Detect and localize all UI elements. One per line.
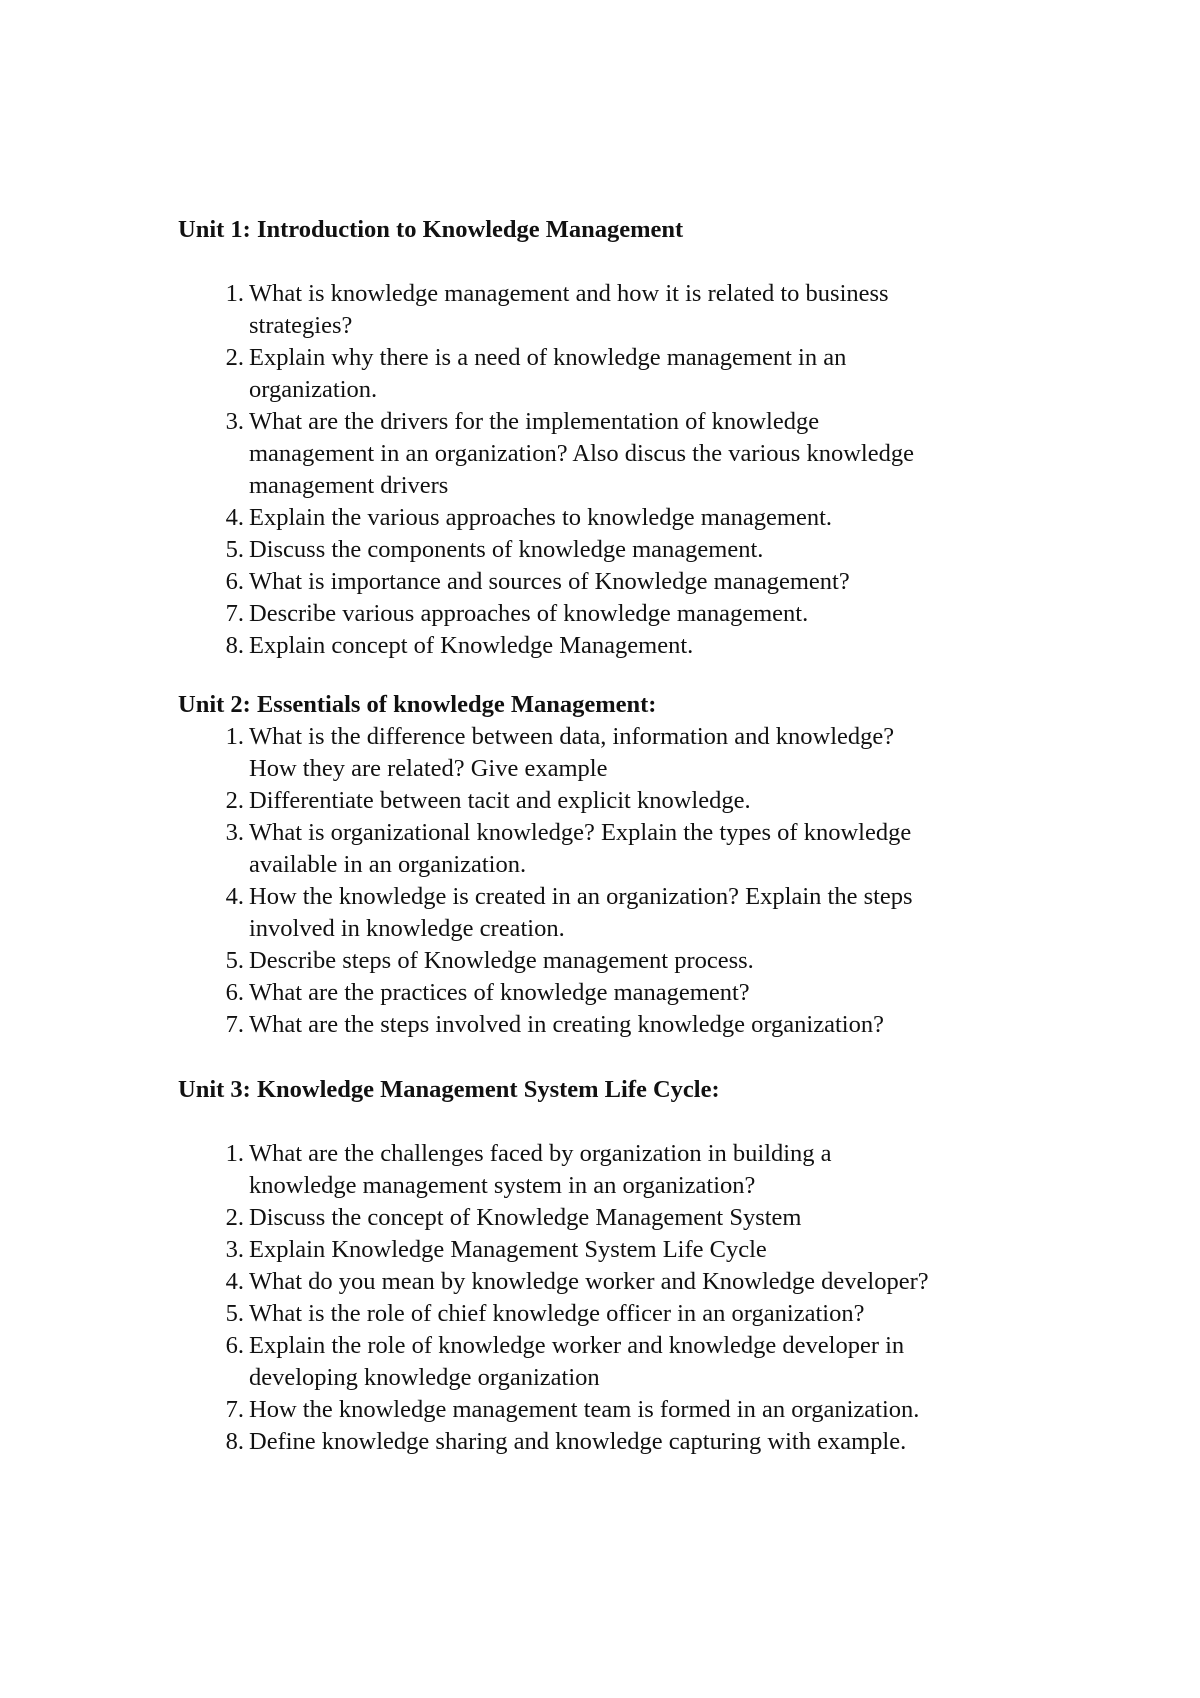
question-number: 1.: [225, 723, 244, 750]
question-text-line: What are the drivers for the implementation of knowledge: [249, 408, 820, 435]
question-text-line: Define knowledge sharing and knowledge capturing with example.: [249, 1428, 907, 1455]
question-item: [178, 945, 1078, 977]
question-text-line: Explain the various approaches to knowledge management.: [249, 504, 833, 531]
question-text: [249, 1394, 1009, 1426]
question-text-line: Explain the role of knowledge worker and knowledge developer in: [249, 1332, 905, 1359]
question-item: [178, 1298, 1078, 1330]
question-text: [249, 881, 1009, 945]
question-text-line: developing knowledge organization: [249, 1364, 600, 1391]
question-number: 7.: [225, 1396, 244, 1423]
question-text-line: Describe steps of Knowledge management process.: [249, 947, 754, 974]
question-text: [249, 598, 1009, 630]
unit-3-heading: Unit 3: Knowledge Management System Life Cycle:: [178, 1076, 720, 1103]
question-text-line: Differentiate between tacit and explicit knowledge.: [249, 787, 751, 814]
question-text: [249, 406, 1009, 502]
question-number: 5.: [225, 947, 244, 974]
question-item: [178, 1138, 1078, 1202]
question-item: [178, 1266, 1078, 1298]
question-item: [178, 630, 1078, 662]
question-text-line: How they are related? Give example: [249, 755, 608, 782]
question-item: [178, 881, 1078, 945]
question-text: [249, 278, 1009, 342]
question-text-line: management in an organization? Also discus the various knowledge: [249, 440, 914, 467]
question-text-line: What is the role of chief knowledge officer in an organization?: [249, 1300, 865, 1327]
question-text: [249, 785, 1009, 817]
question-number: 8.: [225, 1428, 244, 1455]
question-number: 3.: [225, 1236, 244, 1263]
question-text: [249, 1202, 1009, 1234]
question-text-line: What is importance and sources of Knowledge management?: [249, 568, 850, 595]
question-text: [249, 977, 1009, 1009]
unit-1-question-list: [178, 278, 1078, 662]
question-text-line: What do you mean by knowledge worker and Knowledge developer?: [249, 1268, 929, 1295]
question-text-line: What is the difference between data, information and knowledge?: [249, 723, 895, 750]
question-item: [178, 977, 1078, 1009]
question-item: [178, 534, 1078, 566]
question-item: [178, 502, 1078, 534]
question-text: [249, 534, 1009, 566]
question-text: [249, 945, 1009, 977]
question-text: [249, 342, 1009, 406]
question-text: [249, 1298, 1009, 1330]
question-number: 3.: [225, 408, 244, 435]
question-number: 4.: [225, 504, 244, 531]
question-item: [178, 785, 1078, 817]
question-text-line: How the knowledge management team is formed in an organization.: [249, 1396, 920, 1423]
question-text: [249, 566, 1009, 598]
question-item: [178, 721, 1078, 785]
unit-3-section: [178, 1074, 1078, 1458]
unit-2-heading: Unit 2: Essentials of knowledge Management:: [178, 691, 657, 718]
question-text-line: What are the practices of knowledge management?: [249, 979, 750, 1006]
question-text: [249, 817, 1009, 881]
question-text-line: Explain why there is a need of knowledge management in an: [249, 344, 847, 371]
question-number: 6.: [225, 1332, 244, 1359]
question-text-line: What are the steps involved in creating knowledge organization?: [249, 1011, 884, 1038]
question-item: [178, 406, 1078, 502]
question-number: 6.: [225, 979, 244, 1006]
question-text-line: available in an organization.: [249, 851, 527, 878]
unit-1-heading: Unit 1: Introduction to Knowledge Management: [178, 216, 684, 243]
question-text-line: What is organizational knowledge? Explain the types of knowledge: [249, 819, 912, 846]
question-text: [249, 1266, 1009, 1298]
question-text-line: Discuss the concept of Knowledge Management System: [249, 1204, 802, 1231]
question-text-line: Discuss the components of knowledge management.: [249, 536, 764, 563]
question-text-line: knowledge management system in an organization?: [249, 1172, 756, 1199]
question-number: 2.: [225, 1204, 244, 1231]
question-number: 8.: [225, 632, 244, 659]
question-number: 2.: [225, 344, 244, 371]
question-number: 6.: [225, 568, 244, 595]
question-number: 5.: [225, 1300, 244, 1327]
question-text-line: Explain concept of Knowledge Management.: [249, 632, 694, 659]
question-item: [178, 1234, 1078, 1266]
question-text: [249, 1138, 1009, 1202]
question-number: 5.: [225, 536, 244, 563]
question-text: [249, 1234, 1009, 1266]
unit-1-section: [178, 214, 1078, 662]
question-text-line: What are the challenges faced by organization in building a: [249, 1140, 832, 1167]
question-text-line: involved in knowledge creation.: [249, 915, 565, 942]
question-text-line: What is knowledge management and how it is related to business: [249, 280, 889, 307]
question-text: [249, 1009, 1009, 1041]
unit-3-question-list: [178, 1138, 1078, 1458]
question-item: [178, 566, 1078, 598]
question-number: 7.: [225, 1011, 244, 1038]
question-item: [178, 817, 1078, 881]
question-number: 4.: [225, 1268, 244, 1295]
question-item: [178, 1394, 1078, 1426]
question-text-line: organization.: [249, 376, 378, 403]
question-item: [178, 1202, 1078, 1234]
question-text: [249, 502, 1009, 534]
question-number: 1.: [225, 1140, 244, 1167]
question-number: 4.: [225, 883, 244, 910]
question-text: [249, 721, 1009, 785]
question-item: [178, 598, 1078, 630]
unit-2-section: [178, 689, 1078, 1041]
question-number: 7.: [225, 600, 244, 627]
question-text-line: Describe various approaches of knowledge management.: [249, 600, 809, 627]
question-text-line: management drivers: [249, 472, 449, 499]
question-item: [178, 342, 1078, 406]
question-item: [178, 1330, 1078, 1394]
unit-2-question-list: [178, 721, 1078, 1041]
question-text-line: Explain Knowledge Management System Life Cycle: [249, 1236, 767, 1263]
question-text-line: How the knowledge is created in an organization? Explain the steps: [249, 883, 913, 910]
question-item: [178, 278, 1078, 342]
question-text: [249, 630, 1009, 662]
question-text-line: strategies?: [249, 312, 353, 339]
question-text: [249, 1426, 1009, 1458]
question-item: [178, 1009, 1078, 1041]
question-item: [178, 1426, 1078, 1458]
question-number: 1.: [225, 280, 244, 307]
question-number: 2.: [225, 787, 244, 814]
question-text: [249, 1330, 1009, 1394]
question-number: 3.: [225, 819, 244, 846]
